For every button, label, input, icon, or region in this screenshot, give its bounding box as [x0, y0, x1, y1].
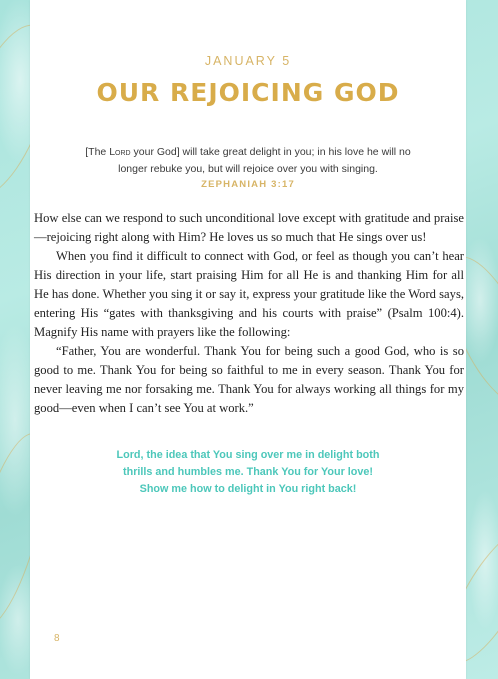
scripture-reference: ZEPHANIAH 3:17: [201, 179, 295, 190]
prayer-line: Show me how to delight in You right back!: [139, 483, 357, 495]
devotional-card: [30, 0, 466, 679]
body-paragraph: How else can we respond to such unconditional love except with gratitude and praise—rejoicing right along with Him? He loves us so much that He sings over us!: [34, 211, 464, 244]
verse-lord: Lord: [109, 146, 131, 158]
body-paragraph: “Father, You are wonderful. Thank You for being such a good God, who is so good to me. Thank You for being so faithful to me in every season. Thank You for never leaving me nor forsaking me. Thank You for always working all things for my good—even when I can’t see You at work.”: [34, 344, 464, 415]
scripture-verse: [70, 144, 426, 177]
body-paragraph: When you find it difficult to connect with God, or feel as though you can’t hear His direction in your life, start praising Him for all He is and thanking Him for all He has done. Whether you sing it or say it, express your gratitude like the Word says, entering His “gates with thanksgiving and his courts with praise” (Psalm 100:4). Magnify His name with prayers like the following:: [34, 249, 464, 339]
entry-date: JANUARY 5: [204, 54, 292, 68]
verse-rest: your God] will take great delight in you; in his love he will no longer rebuke you, but will rejoice over you with singing.: [118, 146, 411, 175]
page-number: 8: [54, 633, 60, 644]
prayer-line: thrills and humbles me. Thank You for Your love!: [123, 466, 373, 478]
devotional-body: [34, 209, 464, 418]
verse-open: [The: [85, 146, 110, 158]
entry-title: OUR REJOICING GOD: [96, 78, 400, 107]
closing-prayer: [60, 447, 436, 498]
prayer-line: Lord, the idea that You sing over me in delight both: [116, 449, 380, 461]
